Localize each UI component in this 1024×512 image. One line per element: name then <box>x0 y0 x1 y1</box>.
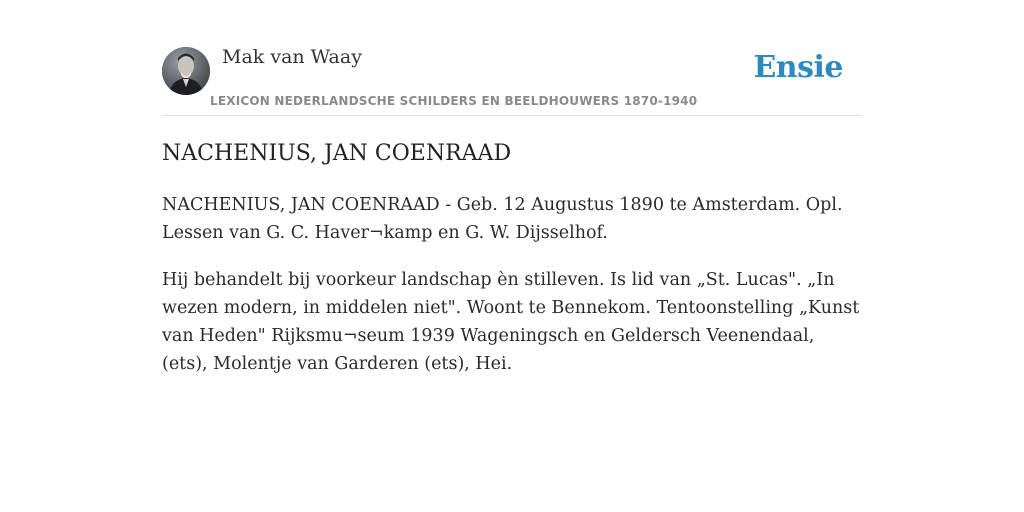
avatar[interactable] <box>162 47 210 95</box>
article <box>162 139 862 397</box>
article-paragraph: Hij behandelt bij voorkeur landschap èn stilleven. Is lid van „St. Lucas". „In wezen modern, in middelen niet". Woont te Bennekom. Tentoonstelling „Kunst van Heden" Rijksmu¬seum 1939 Wageningsch en Geldersch Veenendaal, (ets), Molentje van Garderen (ets), Hei. <box>162 270 860 374</box>
article-paragraph: NACHENIUS, JAN COENRAAD - Geb. 12 Augustus 1890 te Amsterdam. Opl. Lessen van G. C. Haver¬kamp en G. W. Dijsselhof. <box>162 195 843 243</box>
brand-logo[interactable]: Ensie <box>753 50 843 85</box>
author-portrait-icon <box>162 47 210 95</box>
author-name[interactable]: Mak van Waay <box>222 46 362 68</box>
article-title: NACHENIUS, JAN COENRAAD <box>162 141 512 166</box>
lexicon-subtitle[interactable]: LEXICON NEDERLANDSCHE SCHILDERS EN BEELDHOUWERS 1870-1940 <box>210 94 698 108</box>
header <box>162 44 862 116</box>
